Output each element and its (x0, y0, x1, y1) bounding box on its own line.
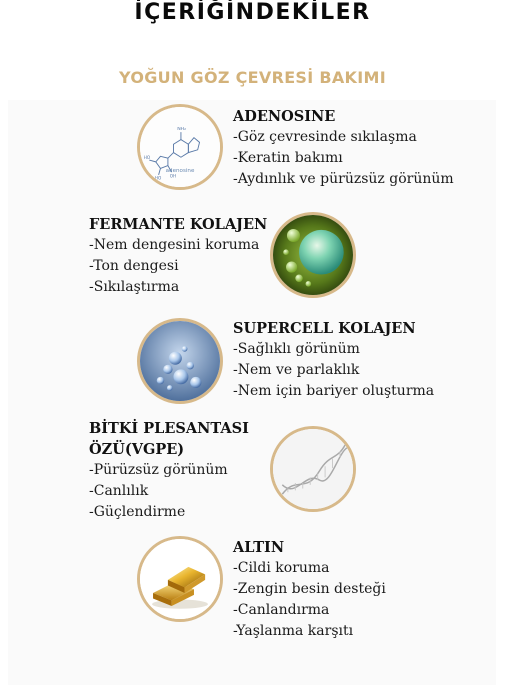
page-title: İÇERİĞİNDEKİLER (134, 0, 371, 25)
dna-helix-icon (270, 426, 356, 512)
benefit-item: -Canlılık (89, 483, 149, 499)
gold-bars-icon (137, 536, 223, 622)
page-subtitle: YOĞUN GÖZ ÇEVRESİ BAKIMI (119, 68, 386, 87)
ingredient-name: SUPERCELL KOLAJEN (233, 320, 416, 337)
benefit-item: -Pürüzsüz görünüm (89, 462, 228, 478)
ingredient-altin (233, 537, 386, 642)
svg-text:HO: HO (143, 155, 151, 161)
green-bubbles-icon (270, 212, 356, 298)
benefit-item: -Güçlendirme (89, 504, 186, 520)
benefit-item: -Nem için bariyer oluşturma (233, 383, 435, 399)
benefit-item: -Nem dengesini koruma (89, 237, 260, 253)
benefit-item: -Göz çevresinde sıkılaşma (233, 129, 417, 145)
benefit-item: -Keratin bakımı (233, 150, 343, 166)
benefit-item: -Cildi koruma (233, 560, 330, 576)
benefit-item: -Zengin besin desteği (233, 581, 386, 597)
ingredient-name: ADENOSINE (233, 108, 336, 125)
benefit-item: -Nem ve parlaklık (233, 362, 360, 378)
benefit-item: -Sıkılaştırma (89, 279, 180, 295)
ingredient-supercell-kolajen (233, 318, 434, 402)
benefit-item: -Aydınlık ve pürüzsüz görünüm (233, 171, 454, 187)
benefit-item: -Yaşlanma karşıtı (233, 623, 354, 639)
benefit-item: -Canlandırma (233, 602, 330, 618)
ingredient-bitki-plesantasi (89, 418, 249, 523)
ingredient-name: FERMANTE KOLAJEN (89, 216, 268, 233)
ingredient-adenosine (233, 106, 454, 190)
ingredient-name-line2: ÖZÜ(VGPE) (89, 441, 185, 458)
adenosine-icon-label: adenosine (165, 168, 195, 175)
water-droplets-icon (137, 318, 223, 404)
svg-text:HO: HO (154, 175, 162, 181)
ingredient-name: ALTIN (233, 539, 285, 556)
adenosine-molecule-icon (137, 104, 223, 190)
benefit-item: -Ton dengesi (89, 258, 179, 274)
ingredient-fermante-kolajen (89, 214, 267, 298)
svg-text:OH: OH (169, 173, 177, 179)
svg-text:NH₂: NH₂ (177, 127, 187, 133)
ingredient-name-line1: BİTKİ PLESANTASI (89, 420, 249, 437)
benefit-item: -Sağlıklı görünüm (233, 341, 360, 357)
